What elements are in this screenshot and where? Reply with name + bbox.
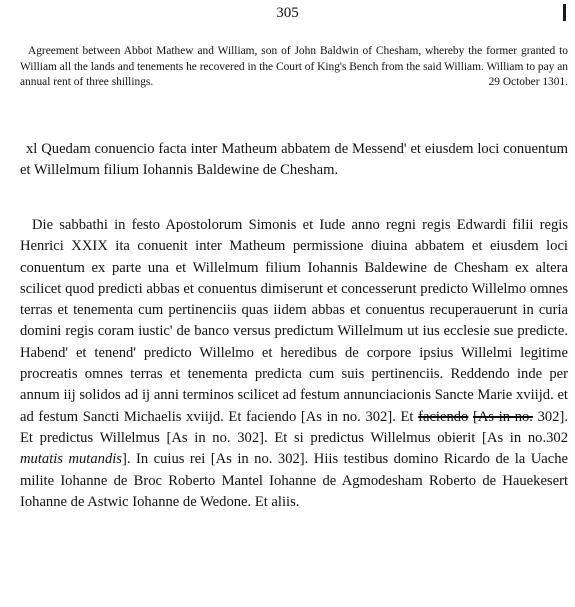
summary-text: Agreement between Abbot Mathew and William, son of John Baldwin of Chesham, whereby the former granted to William all the lands and tenements he recovered in the Court of King's Bench from the said William. William to pay an annual rent of three shillings. [20,45,568,88]
entry-heading: xl Quedam conuencio facta inter Matheum abbatem de Messend' et eiusdem loci conuentum et Willelmum filium Iohannis Baldewine de Chesham. [20,141,568,178]
body-text-part-1: Die sabbathi in festo Apostolorum Simonis et Iude anno regni regis Edwardi filii regis Henrici XXIX ita conuenit inter Matheum permissione diuina abbatem et eiusdem loci conuentum ex parte una et Willelmum filium Iohannis Baldewine de Chesham ex altera scilicet quod predicti abbas et conuentus dimiserunt et concesserunt predicto Willelmo omnes terras et tenementa cum pertinenciis quas iidem abbas et conuentus recuperauerunt in curia domini regis coram iustic' de banco versus predictum Willelmum ut ius ecclesie sue predicte. Habend' et tenend' predicto Willelmo et heredibus de corpore ipsius Willelmi legitime procreatis omnes terras et tenementa predicta cum suis pertinenciis. Reddendo inde per annum iij solidos ad ij anni terminos scilicet ad festum annunciacionis Sancte Marie xviijd. et ad festum Sancti Michaelis xviijd. Et faciendo [As in no. 302]. Et [20,217,568,425]
struck-reference: [As in no. [473,408,533,425]
struck-word-faciendo: faciendo [418,408,469,425]
body-text-part-3: ]. In cuius rei [As in no. 302]. Hiis testibus domino Ricardo de la Uache milite Iohanne de Broc Roberto Mantel Iohanne de Agmodesham Roberto de Hauekesert Iohanne de Astwic Iohanne de Wedone. Et aliis. [20,451,568,510]
body-text-part-2: 302]. Et predictus Willelmus [As in no. 302]. Et si predictus Willelmus obierit [As in no.302 [20,408,568,446]
margin-mark [563,4,566,21]
summary-date: 29 October 1301. [483,75,568,91]
english-summary [20,44,568,91]
italic-phrase: mutatis mutandis [20,451,122,468]
entry-body [20,215,568,513]
page-number: 305 [276,5,299,21]
